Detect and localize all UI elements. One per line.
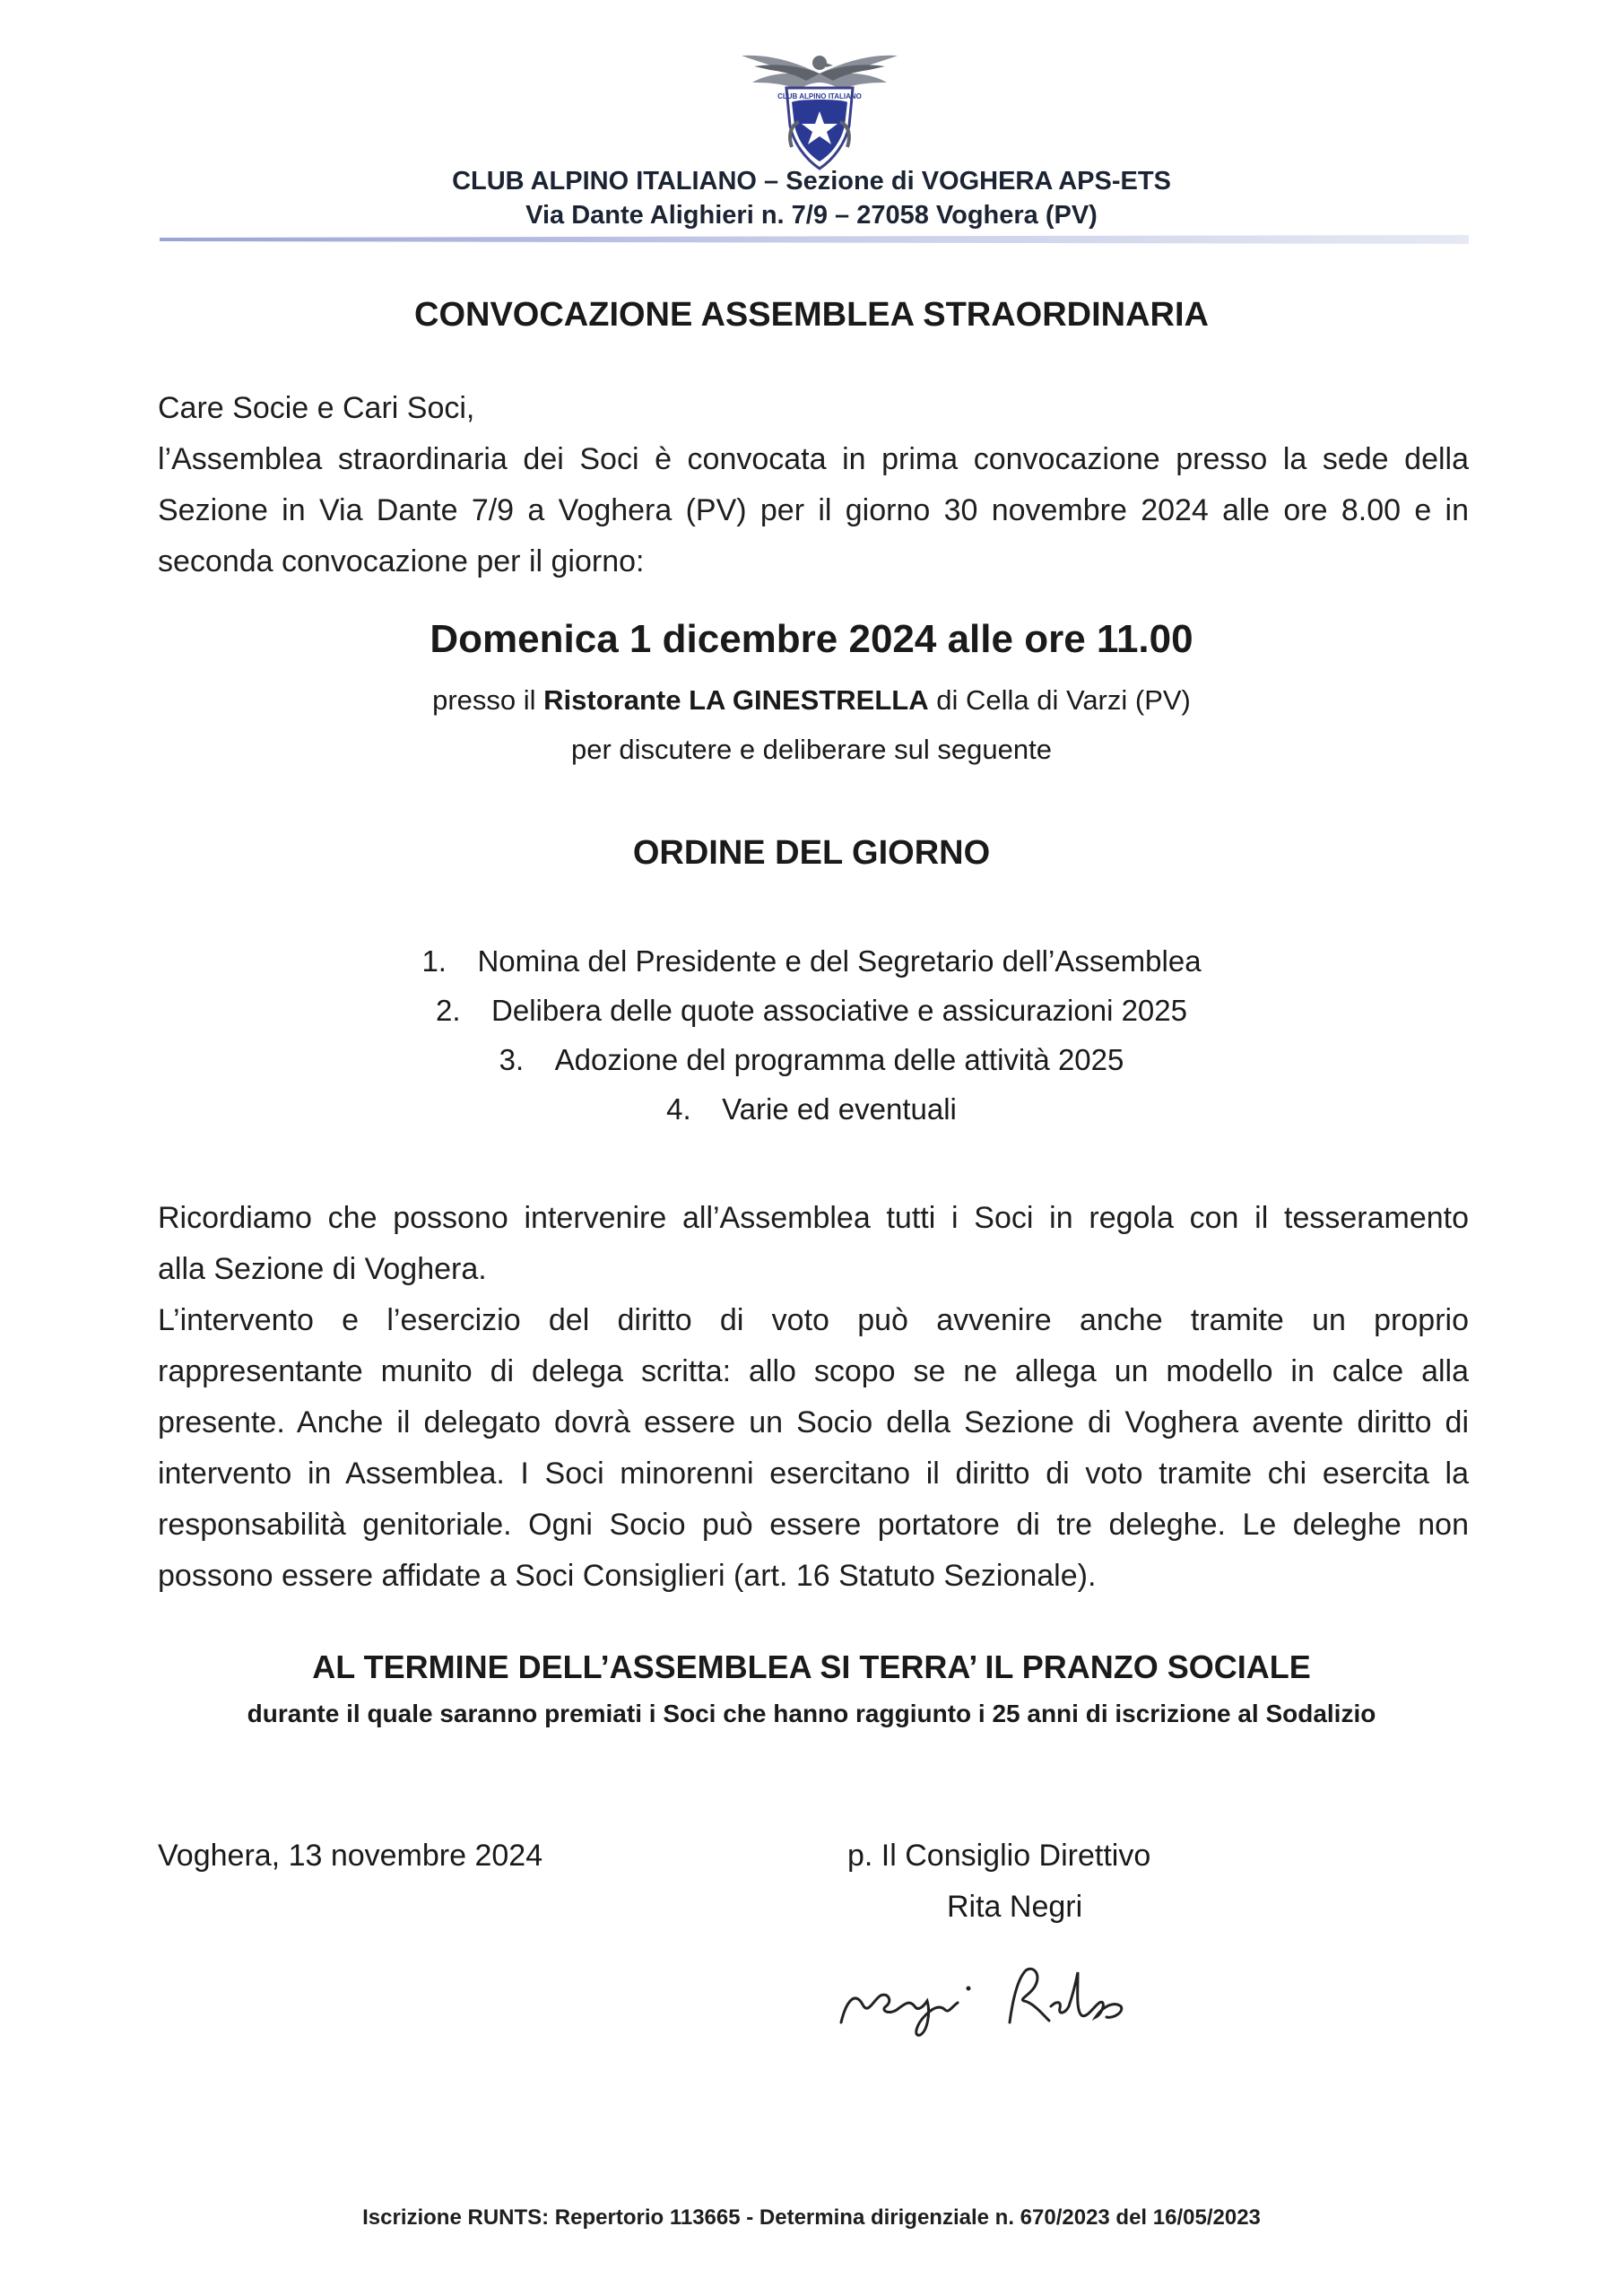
notes-line: rappresentante munito di delega scritta: allo scopo se ne allega un modello in calce alla — [158, 1354, 1469, 1388]
agenda-item-text: Adozione del programma delle attività 2025 — [554, 1043, 1124, 1076]
agenda-item-number: 4. — [666, 1092, 691, 1126]
intro-line: seconda convocazione per il giorno: — [158, 544, 645, 578]
meeting-purpose: per discutere e deliberare sul seguente — [571, 734, 1052, 765]
agenda-item-number: 3. — [499, 1043, 525, 1076]
header-divider — [160, 235, 1469, 244]
agenda-item-number: 1. — [421, 944, 447, 978]
document-title: CONVOCAZIONE ASSEMBLEA STRAORDINARIA — [414, 296, 1209, 334]
agenda-item — [0, 1043, 1623, 1077]
agenda-item-number: 2. — [436, 994, 461, 1027]
signatory-name: Rita Negri — [947, 1890, 1083, 1924]
agenda-item — [0, 944, 1623, 978]
intro-line: l’Assemblea straordinaria dei Soci è convocata in prima convocazione presso la sede della — [158, 442, 1469, 476]
agenda-title: ORDINE DEL GIORNO — [632, 834, 991, 872]
signatory-role: p. Il Consiglio Direttivo — [847, 1839, 1151, 1873]
lunch-subtitle: durante il quale saranno premiati i Soci che hanno raggiunto i 25 anni di iscrizione al Sodalizio — [247, 1700, 1376, 1727]
notes-line: Ricordiamo che possono intervenire all’Assemblea tutti i Soci in regola con il tesseramento — [158, 1201, 1469, 1235]
notes-line: L’intervento e l’esercizio del diritto di voto può avvenire anche tramite un proprio — [158, 1303, 1469, 1337]
notes-line: alla Sezione di Voghera. — [158, 1252, 487, 1286]
location-suffix: di Cella di Varzi (PV) — [928, 684, 1191, 716]
intro-line: Sezione in Via Dante 7/9 a Voghera (PV) per il giorno 30 novembre 2024 alle ore 8.00 e in — [158, 493, 1469, 527]
location-prefix: presso il — [432, 684, 544, 716]
notes-line: intervento in Assemblea. I Soci minorenni esercitano il diritto di voto tramite chi esercita la — [158, 1457, 1469, 1491]
agenda-item — [0, 1092, 1623, 1126]
cai-eagle-shield-logo-icon — [734, 36, 905, 179]
org-address: Via Dante Alighieri n. 7/9 – 27058 Voghera (PV) — [525, 201, 1098, 230]
place-date: Voghera, 13 novembre 2024 — [158, 1839, 543, 1873]
notes-line: possono essere affidate a Soci Consiglieri (art. 16 Statuto Sezionale). — [158, 1559, 1097, 1593]
signature-text: Negri Rita — [834, 1951, 838, 1952]
greeting: Care Socie e Cari Soci, — [158, 391, 475, 425]
org-name: CLUB ALPINO ITALIANO – Sezione di VOGHERA APS-ETS — [452, 167, 1171, 196]
footer-registration: Iscrizione RUNTS: Repertorio 113665 - Determina dirigenziale n. 670/2023 del 16/05/2023 — [362, 2205, 1261, 2230]
meeting-date-time: Domenica 1 dicembre 2024 alle ore 11.00 — [430, 617, 1193, 661]
handwritten-signature — [834, 1951, 1148, 2040]
agenda-item — [0, 994, 1623, 1028]
agenda-item-text: Nomina del Presidente e del Segretario dell’Assemblea — [477, 944, 1202, 978]
logo-text: CLUB ALPINO ITALIANO — [777, 92, 862, 100]
agenda-item-text: Varie ed eventuali — [722, 1092, 957, 1126]
meeting-location — [0, 684, 1623, 717]
location-name: Ristorante LA GINESTRELLA — [543, 684, 929, 716]
notes-line: presente. Anche il delegato dovrà essere un Socio della Sezione di Voghera avente diritto di — [158, 1405, 1469, 1439]
notes-line: responsabilità genitoriale. Ogni Socio può essere portatore di tre deleghe. Le deleghe non — [158, 1508, 1469, 1542]
lunch-title: AL TERMINE DELL’ASSEMBLEA SI TERRA’ IL PRANZO SOCIALE — [312, 1648, 1311, 1685]
agenda-item-text: Delibera delle quote associative e assicurazioni 2025 — [491, 994, 1187, 1027]
